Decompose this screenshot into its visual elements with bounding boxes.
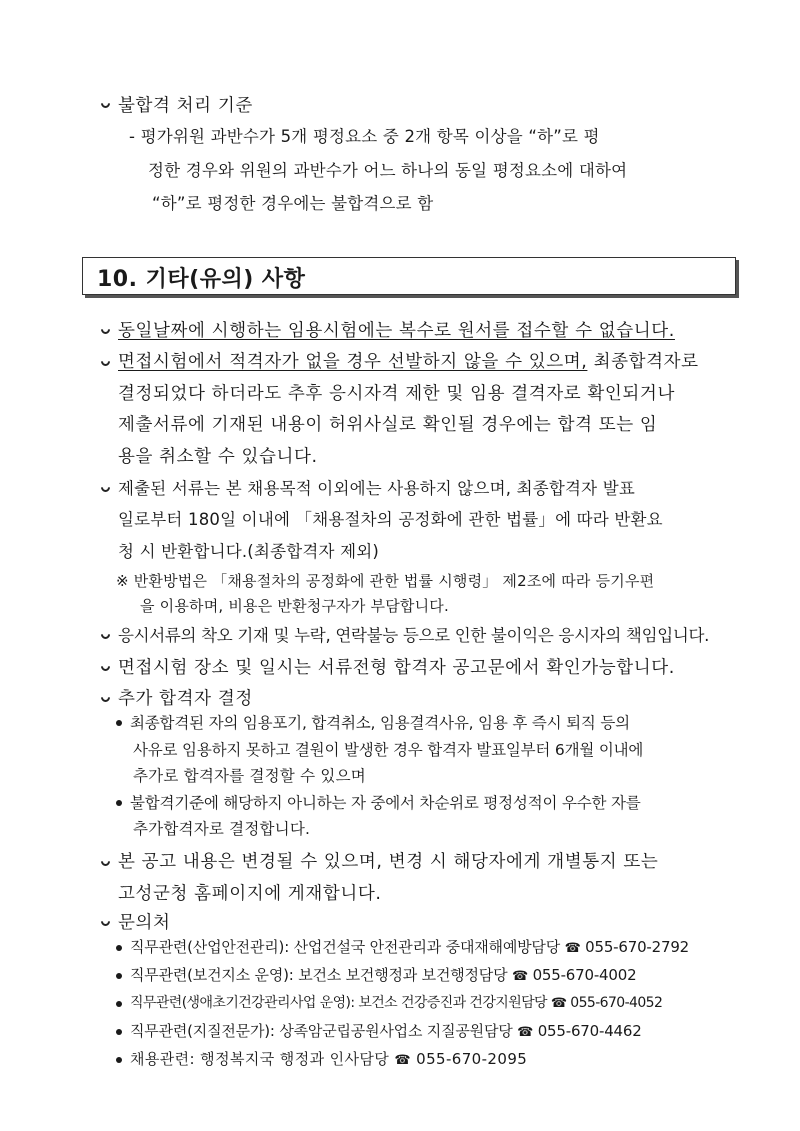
note-3-line-1: 제출된 서류는 본 채용목적 이외에는 사용하지 않으며, 최종합격자 발표	[118, 479, 636, 498]
note-1: 동일날짜에 시행하는 임용시험에는 복수로 원서를 접수할 수 없습니다.	[118, 321, 675, 341]
dot-bullet-icon	[116, 720, 122, 726]
note-2-line-1	[118, 348, 699, 373]
contact-row	[130, 964, 636, 985]
round-bullet-icon	[99, 481, 112, 494]
note-6-a-line-3: 추가로 합격자를 결정할 수 있으며	[133, 767, 366, 785]
contact-label: 직무관련(지질전문가): 상족암군립공원사업소 지질공원담당	[130, 1022, 513, 1040]
round-bullet-icon	[99, 628, 112, 641]
contact-phone: 055-670-2792	[585, 938, 690, 956]
round-bullet-icon	[99, 915, 112, 928]
contact-row	[130, 1020, 642, 1041]
contact-row	[130, 1048, 527, 1069]
dot-bullet-icon	[116, 973, 122, 979]
round-bullet-icon	[99, 660, 112, 673]
round-bullet-icon	[99, 97, 112, 110]
telephone-icon: ☎	[517, 1025, 534, 1040]
note-3-remark-line-1: ※ 반환방법은 「채용절차의 공정화에 관한 법률 시행령」 제2조에 따라 등기우편	[116, 572, 655, 590]
note-4: 응시서류의 착오 기재 및 누락, 연락불능 등으로 인한 불이익은 응시자의 책임입니다.	[118, 626, 710, 645]
note-7-line-1: 본 공고 내용은 변경될 수 있으며, 변경 시 해당자에게 개별통지 또는	[118, 852, 659, 872]
note-2-rest: 최종합격자로	[587, 352, 699, 372]
contact-phone: 055-670-4462	[537, 1022, 642, 1040]
dot-bullet-icon	[116, 1057, 122, 1063]
contact-label: 직무관련(산업안전관리): 산업건설국 안전관리과 중대재해예방담당	[130, 938, 560, 956]
round-bullet-icon	[99, 855, 112, 868]
note-2-line-2: 결정되었다 하더라도 추후 응시자격 제한 및 임용 결격자로 확인되거나	[118, 384, 675, 404]
telephone-icon: ☎	[550, 996, 567, 1011]
round-bullet-icon	[99, 355, 112, 368]
telephone-icon: ☎	[564, 941, 581, 956]
dot-bullet-icon	[116, 1029, 122, 1035]
section-title-box	[82, 257, 736, 295]
note-5: 면접시험 장소 및 일시는 서류전형 합격자 공고문에서 확인가능합니다.	[118, 658, 675, 678]
note-7-line-2: 고성군청 홈페이지에 게재합니다.	[118, 884, 382, 904]
note-3-remark-line-2: 을 이용하며, 비용은 반환청구자가 부담합니다.	[140, 597, 449, 615]
note-6-a-line-2: 사유로 임용하지 못하고 결원이 발생한 경우 합격자 발표일부터 6개월 이내에	[133, 741, 644, 759]
telephone-icon: ☎	[394, 1053, 411, 1068]
note-6-a-line-1: 최종합격된 자의 임용포기, 합격취소, 임용결격사유, 임용 후 즉시 퇴직 등의	[130, 714, 630, 732]
reject-line: - 평가위원 과반수가 5개 평정요소 중 2개 항목 이상을 “하”로 평	[129, 127, 600, 146]
note-3-line-2: 일로부터 180일 이내에 「채용절차의 공정화에 관한 법률」에 따라 반환요	[118, 510, 663, 529]
note-6: 추가 합격자 결정	[118, 689, 253, 709]
contact-row	[130, 936, 689, 957]
contact-label: 직무관련(생애초기건강관리사업 운영): 보건소 건강증진과 건강지원담당	[130, 995, 547, 1011]
contact-phone: 055-670-4052	[570, 995, 663, 1011]
contact-phone: 055-670-4002	[532, 966, 637, 984]
dot-bullet-icon	[116, 945, 122, 951]
dot-bullet-icon	[116, 800, 122, 806]
note-6-b-line-2: 추가합격자로 결정합니다.	[133, 820, 311, 838]
contact-row	[130, 992, 662, 1012]
note-2-line-3: 제출서류에 기재된 내용이 허위사실로 확인될 경우에는 합격 또는 임	[118, 415, 658, 435]
contact-phone: 055-670-2095	[416, 1050, 528, 1068]
note-3-line-3: 청 시 반환합니다.(최종합격자 제외)	[118, 542, 379, 561]
dot-bullet-icon	[116, 1001, 122, 1007]
reject-line: “하”로 평정한 경우에는 불합격으로 함	[152, 194, 434, 213]
reject-line: 정한 경우와 위원의 과반수가 어느 하나의 동일 평정요소에 대하여	[148, 161, 628, 180]
round-bullet-icon	[99, 323, 112, 336]
contact-heading: 문의처	[118, 913, 171, 933]
note-2-line-4: 용을 취소할 수 있습니다.	[118, 447, 318, 467]
contact-label: 채용관련: 행정복지국 행정과 인사담당	[130, 1050, 390, 1068]
contact-label: 직무관련(보건지소 운영): 보건소 보건행정과 보건행정담당	[130, 966, 508, 984]
note-2-underlined: 면접시험에서 적격자가 없을 경우 선발하지 않을 수 있으며,	[118, 352, 588, 372]
round-bullet-icon	[99, 691, 112, 704]
reject-heading: 불합격 처리 기준	[118, 96, 253, 116]
telephone-icon: ☎	[511, 969, 528, 984]
section-title: 10. 기타(유의) 사항	[97, 267, 306, 292]
note-6-b-line-1: 불합격기준에 해당하지 아니하는 자 중에서 차순위로 평정성적이 우수한 자를	[130, 794, 641, 812]
